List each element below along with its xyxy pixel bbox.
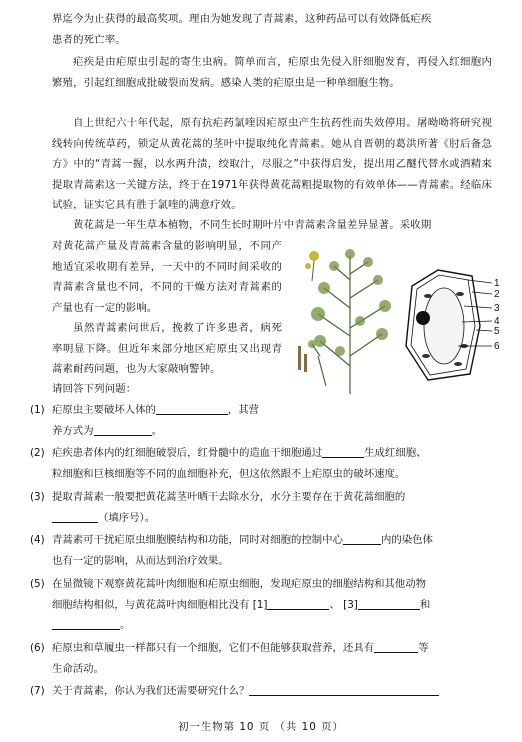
question-number: (3) bbox=[30, 491, 45, 503]
paragraph-drug-resistance: 虽然青蒿素问世后，挽救了许多患者，病死率明显下降。但近年来部分地区疟原虫又出现青蒿素耐药问题，也为大家敲响警钟。 bbox=[52, 322, 282, 375]
answer-blank[interactable] bbox=[267, 597, 329, 610]
question-text: 生命活动。 bbox=[52, 662, 104, 675]
paragraph-1-line-2: 患者的死亡率。 bbox=[52, 34, 126, 46]
question-text: 也有一定的影响，从而达到治疗效果。 bbox=[52, 554, 229, 567]
cell-label-5: 5 bbox=[494, 326, 500, 337]
answer-blank[interactable] bbox=[358, 597, 420, 610]
question-text: 细胞结构相似，与黄花蒿叶肉细胞相比没有 [1] bbox=[52, 598, 268, 611]
question-number: (5) bbox=[30, 578, 45, 590]
question-number: (6) bbox=[30, 642, 45, 654]
question-text: 疟疾患者体内的红细胞破裂后，红骨髓中的造血干细胞通过 bbox=[52, 447, 323, 459]
question-text: 提取青蒿素一般要把黄花蒿茎叶晒干去除水分，水分主要存在于黄花蒿细胞的 bbox=[52, 491, 406, 503]
question-2 bbox=[30, 443, 496, 484]
question-6 bbox=[30, 638, 496, 679]
question-text: 。 bbox=[151, 424, 162, 437]
answer-blank[interactable] bbox=[249, 683, 439, 696]
question-text: 等 bbox=[418, 642, 429, 654]
answer-blank[interactable] bbox=[322, 445, 364, 458]
question-text: 养方式为 bbox=[52, 424, 94, 437]
cell-label-1: 1 bbox=[494, 278, 500, 289]
question-text: 青蒿素可干扰疟原虫细胞膜结构和功能，同时对细胞的控制中心 bbox=[52, 534, 343, 546]
question-number: (7) bbox=[30, 685, 45, 697]
cell-label-2: 2 bbox=[494, 289, 500, 300]
question-text: 在显微镜下观察黄花蒿叶肉细胞和疟原虫细胞，发现疟原虫的细胞结构和其他动物 bbox=[52, 578, 427, 590]
cell-label-3: 3 bbox=[494, 303, 500, 314]
question-5 bbox=[30, 574, 496, 636]
answer-blank[interactable] bbox=[156, 402, 228, 415]
cell-label-4: 4 bbox=[494, 316, 500, 327]
question-1 bbox=[30, 400, 496, 441]
question-4 bbox=[30, 530, 496, 571]
question-text: 疟原虫主要破坏人体的 bbox=[52, 404, 156, 416]
paragraph-malaria-intro: 疟疾是由疟原虫引起的寄生虫病。简单而言，疟原虫先侵入肝细胞发育，再侵入红细胞内繁殖，引起红细胞成批破裂而发病。感染人类的疟原虫是一种单细胞生物。 bbox=[52, 56, 492, 89]
question-text: 、 [3] bbox=[329, 598, 358, 611]
answer-blank[interactable] bbox=[52, 510, 98, 523]
question-text: 内的染色体 bbox=[380, 534, 433, 546]
question-text: 疟原虫和草履虫一样都只有一个细胞，它们不但能够获取营养，还具有 bbox=[52, 642, 375, 654]
question-text: 关于青蒿素，你认为我们还需要研究什么？ bbox=[52, 685, 250, 697]
question-7 bbox=[30, 681, 496, 702]
answer-blank[interactable] bbox=[343, 532, 381, 545]
plant-cell-diagram bbox=[398, 266, 506, 384]
question-text: ，其营 bbox=[227, 404, 260, 416]
question-text: 生成红细胞、 bbox=[364, 447, 427, 459]
question-number: (2) bbox=[30, 447, 45, 459]
answer-blank[interactable] bbox=[374, 640, 418, 653]
paragraph-1-line-1: 界迄今为止获得的最高奖项。理由为她发现了青蒿素，这种药品可以有效降低疟疾 bbox=[52, 13, 432, 25]
question-text: 和 bbox=[419, 598, 431, 611]
question-number: (1) bbox=[30, 404, 45, 416]
answer-blank[interactable] bbox=[52, 617, 120, 630]
page-footer: 初一生物第 10 页 （共 10 页） bbox=[178, 721, 344, 733]
paragraph-artemisinin-history: 自上世纪六十年代起，原有抗疟药氯喹因疟原虫产生抗药性而失效停用。屠呦呦将研究视线转向传统草药，锁定从黄花蒿的茎叶中提取纯化青蒿素。她从自晋朝的葛洪所著《肘后备急方》中的“青蒿一握，以水两升渍，绞取汁，尽服之”中获得启发，提出用乙醚代替水或酒精来提取青蒿素这一关键方法，终于在1971年获得黄花蒿粗提取物的有效单体——青蒿素。经临床试验，证实它具有胜于氯喹的满意疗效。 bbox=[52, 117, 492, 211]
answer-blank[interactable] bbox=[94, 423, 152, 436]
question-3 bbox=[30, 487, 496, 528]
question-number: (4) bbox=[30, 534, 45, 546]
questions-prompt: 请回答下列问题： bbox=[52, 383, 137, 395]
artemisia-plant-illustration bbox=[290, 236, 398, 396]
question-text: 。 bbox=[120, 619, 131, 631]
question-text: （填序号）。 bbox=[98, 511, 156, 524]
question-text: 粒细胞和巨核细胞等不同的血细胞补充，但这依然跟不上疟原虫的破坏速度。 bbox=[52, 467, 406, 480]
paragraph-artemisia-wide-line: 黄花蒿是一年生草本植物，不同生长时期叶片中青蒿素含量差异显著。采收期 bbox=[73, 219, 432, 231]
cell-label-6: 6 bbox=[494, 341, 500, 352]
paragraph-artemisia-harvest: 对黄花蒿产量及青蒿素含量的影响明显，不同产地适宜采收期有差异，一天中的不同时间采收的青蒿素含量也不同，不同的干燥方法对青蒿素的产量也有一定的影响。 bbox=[52, 240, 282, 314]
